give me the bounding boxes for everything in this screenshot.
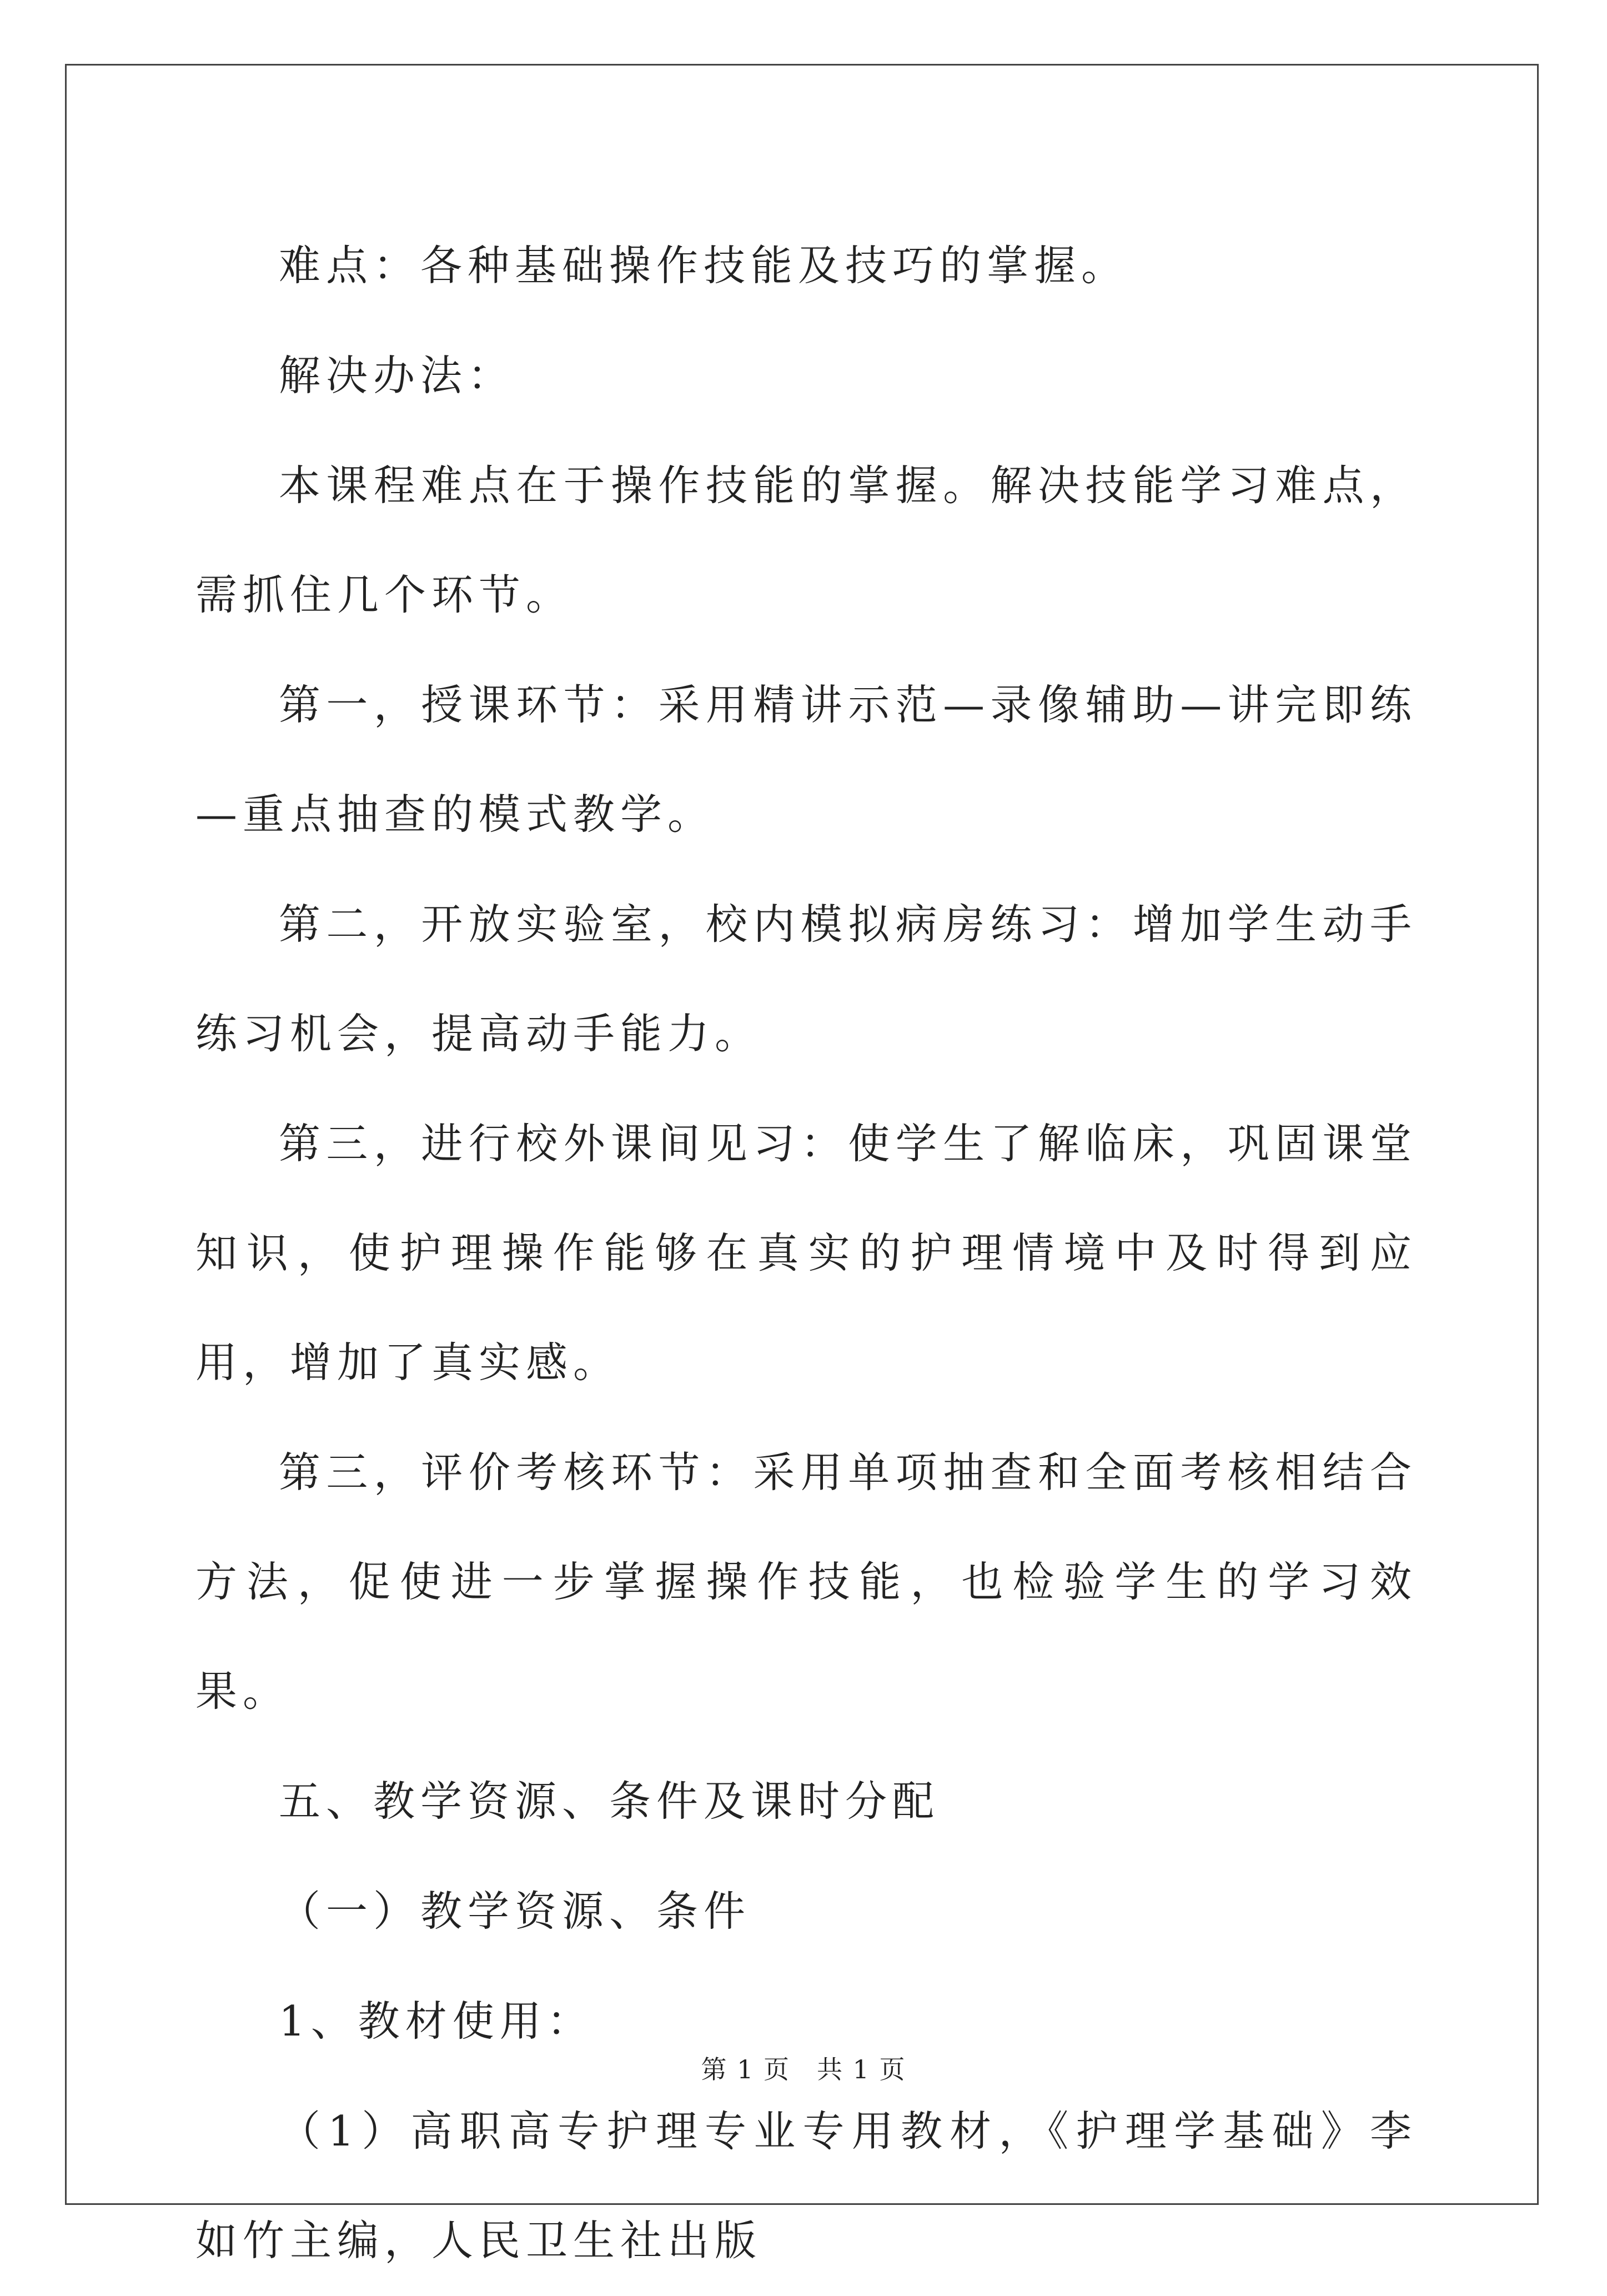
paragraph-solution-heading: 解决办法： (279, 351, 515, 400)
item-textbook-detail: （1）高职高专护理专业专用教材，《护理学基础》李如竹主编，人民卫生社出版 (195, 2107, 1417, 2265)
document-body (195, 211, 1417, 2296)
item-textbook-heading: 1、教材使用： (279, 1997, 594, 2046)
page-number-footer: 第 1 页 共 1 页 (701, 2054, 906, 2084)
paragraph-step-one: 第一，授课环节：采用精讲示范—录像辅助—讲完即练—重点抽查的模式教学。 (195, 680, 1417, 839)
section-heading-five: 五、教学资源、条件及课时分配 (279, 1777, 940, 1826)
subsection-heading-one: （一）教学资源、条件 (279, 1887, 751, 1936)
paragraph-solution-intro: 本课程难点在于操作技能的掌握。解决技能学习难点，需抓住几个环节。 (195, 461, 1417, 619)
paragraph-step-three-evaluation: 第三，评价考核环节：采用单项抽查和全面考核相结合方法，促使进一步掌握操作技能，也检验学生的学习效果。 (195, 1448, 1417, 1716)
paragraph-step-two: 第二，开放实验室，校内模拟病房练习：增加学生动手练习机会，提高动手能力。 (195, 900, 1417, 1058)
paragraph-difficulty: 难点：各种基础操作技能及技巧的掌握。 (279, 241, 1129, 290)
paragraph-step-three: 第三，进行校外课间见习：使学生了解临床，巩固课堂知识，使护理操作能够在真实的护理情境中及时得到应用，增加了真实感。 (195, 1119, 1417, 1387)
